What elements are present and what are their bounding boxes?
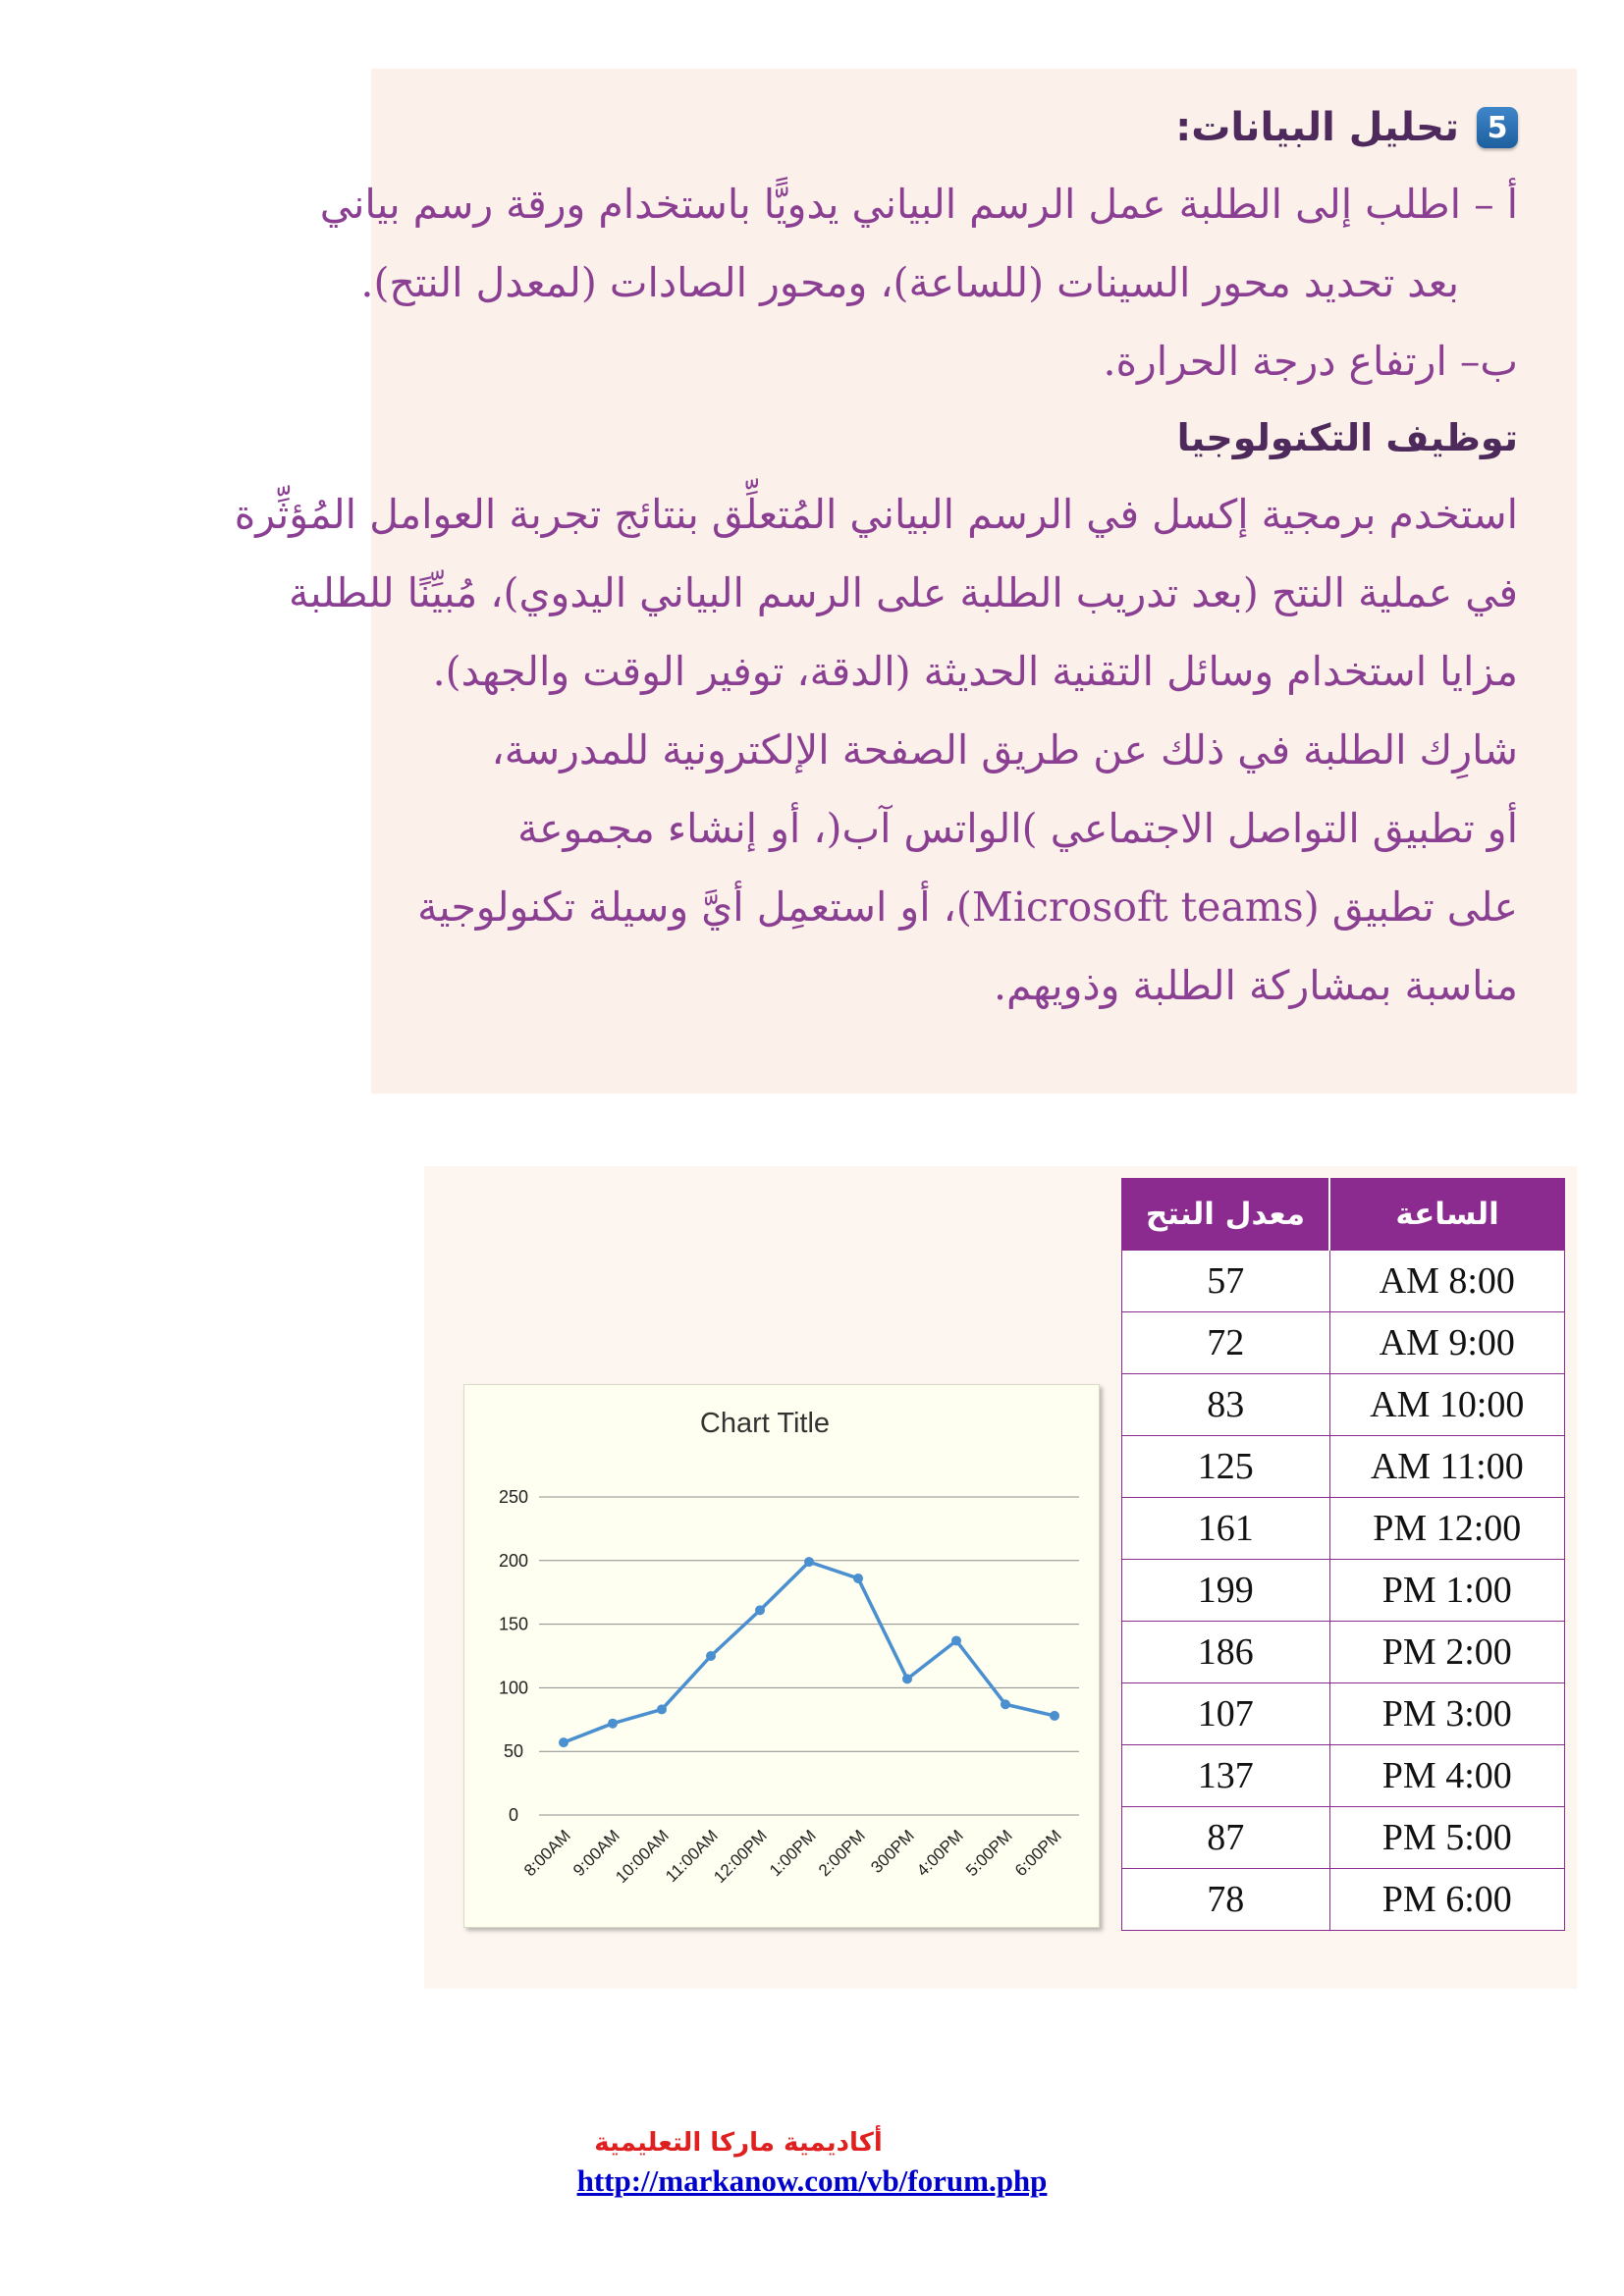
chart-y-axis: [499, 1487, 528, 1825]
x-tick-label: 9:00AM: [568, 1826, 623, 1881]
x-tick-label: 8:00AM: [519, 1826, 574, 1881]
cell-time: PM 12:00: [1329, 1498, 1564, 1560]
item-a-line-2: بعد تحديد محور السينات (للساعة)، ومحور الصادات (لمعدل النتح).: [360, 259, 1459, 306]
table-row: [1122, 1622, 1565, 1683]
cell-rate: 137: [1122, 1745, 1330, 1807]
table-row: [1122, 1374, 1565, 1436]
cell-time: AM 10:00: [1329, 1374, 1564, 1436]
table-row: [1122, 1683, 1565, 1745]
page-footer: [0, 2128, 1624, 2199]
cell-time: PM 1:00: [1329, 1560, 1564, 1622]
y-tick-label: 100: [498, 1678, 529, 1698]
data-point: [706, 1651, 716, 1661]
table-row: [1122, 1251, 1565, 1312]
table-row: [1122, 1436, 1565, 1498]
data-point: [608, 1719, 618, 1729]
x-tick-label: 5:00PM: [961, 1826, 1016, 1881]
x-tick-label: 300PM: [867, 1826, 918, 1877]
table-row: [1122, 1807, 1565, 1869]
data-point: [1050, 1711, 1059, 1721]
y-tick-label: 200: [498, 1550, 529, 1571]
table-row: [1122, 1498, 1565, 1560]
y-tick-label: 150: [498, 1614, 529, 1634]
table-row: [1122, 1312, 1565, 1374]
step-number-badge: 5: [1477, 107, 1518, 148]
technology-heading: توظيف التكنولوجيا: [1176, 416, 1518, 459]
transpiration-line-chart: [463, 1384, 1100, 1928]
item-a-line-1: أ – اطلب إلى الطلبة عمل الرسم البياني يدويًّا باستخدام ورقة رسم بياني: [319, 181, 1518, 228]
x-tick-label: 1:00PM: [765, 1826, 820, 1881]
cell-rate: 83: [1122, 1374, 1330, 1436]
series-line: [564, 1562, 1055, 1742]
cell-rate: 161: [1122, 1498, 1330, 1560]
x-tick-label: 6:00PM: [1010, 1826, 1065, 1881]
forum-link[interactable]: http://markanow.com/vb/forum.php: [576, 2163, 1048, 2198]
data-point: [755, 1605, 765, 1615]
chart-title: Chart Title: [699, 1408, 831, 1439]
table-row: [1122, 1869, 1565, 1931]
cell-rate: 87: [1122, 1807, 1330, 1869]
x-tick-label: 11:00AM: [662, 1826, 722, 1887]
cell-rate: 125: [1122, 1436, 1330, 1498]
data-point: [657, 1704, 667, 1714]
data-point: [951, 1635, 961, 1645]
x-tick-label: 10:00AM: [612, 1826, 673, 1887]
cell-rate: 78: [1122, 1869, 1330, 1931]
cell-rate: 186: [1122, 1622, 1330, 1683]
data-point: [902, 1674, 912, 1683]
table-header-row: [1122, 1179, 1565, 1251]
chart-canvas: [464, 1385, 1099, 1927]
data-point: [559, 1737, 568, 1747]
table-row: [1122, 1745, 1565, 1807]
header-rate: معدل النتح: [1122, 1179, 1330, 1251]
item-b: ب– ارتفاع درجة الحرارة.: [1103, 338, 1518, 385]
header-time: الساعة: [1329, 1179, 1564, 1251]
cell-time: PM 6:00: [1329, 1869, 1564, 1931]
technology-line-1: استخدم برمجية إكسل في الرسم البياني المُتعلِّق بنتائج تجربة العوامل المُؤثِّرة: [234, 491, 1518, 538]
x-tick-label: 2:00PM: [814, 1826, 869, 1881]
cell-time: PM 2:00: [1329, 1622, 1564, 1683]
technology-line-2: في عملية النتح (بعد تدريب الطلبة على الرسم البياني اليدوي)، مُبيِّنًا للطلبة: [288, 569, 1518, 616]
y-tick-label: 0: [508, 1805, 519, 1825]
x-tick-label: 12:00PM: [710, 1826, 771, 1887]
cell-time: AM 9:00: [1329, 1312, 1564, 1374]
chart-gridlines: [539, 1497, 1079, 1815]
section-heading-row: [391, 90, 1518, 165]
chart-series: [559, 1557, 1059, 1747]
share-line-4: مناسبة بمشاركة الطلبة وذويهم.: [993, 962, 1518, 1009]
data-point: [853, 1574, 863, 1583]
cell-rate: 107: [1122, 1683, 1330, 1745]
share-line-3: على تطبيق (Microsoft teams)، أو استعمِل أيَّ وسيلة تكنولوجية: [417, 883, 1518, 931]
results-panel: [424, 1166, 1577, 1989]
share-line-1: شارِك الطلبة في ذلك عن طريق الصفحة الإلكترونية للمدرسة،: [491, 726, 1518, 774]
data-point: [804, 1557, 814, 1567]
cell-rate: 57: [1122, 1251, 1330, 1312]
x-tick-label: 4:00PM: [912, 1826, 967, 1881]
table-row: [1122, 1560, 1565, 1622]
technology-line-3: مزايا استخدام وسائل التقنية الحديثة (الدقة، توفير الوقت والجهد).: [432, 648, 1518, 695]
cell-time: AM 11:00: [1329, 1436, 1564, 1498]
cell-rate: 199: [1122, 1560, 1330, 1622]
y-tick-label: 50: [503, 1741, 524, 1762]
cell-time: PM 5:00: [1329, 1807, 1564, 1869]
y-tick-label: 250: [498, 1487, 529, 1507]
academy-name: أكاديمية ماركا التعليمية: [594, 2128, 883, 2158]
cell-time: PM 4:00: [1329, 1745, 1564, 1807]
activity-text-panel: [234, 69, 1577, 1094]
transpiration-data-table: [1121, 1178, 1565, 1931]
cell-time: AM 8:00: [1329, 1251, 1564, 1312]
chart-x-axis: [520, 1826, 1065, 1887]
cell-rate: 72: [1122, 1312, 1330, 1374]
cell-time: PM 3:00: [1329, 1683, 1564, 1745]
data-point: [1001, 1699, 1010, 1709]
section-heading: تحليل البيانات:: [1175, 105, 1459, 150]
share-line-2: أو تطبيق التواصل الاجتماعي )الواتس آب(، أو إنشاء مجموعة: [517, 805, 1518, 852]
